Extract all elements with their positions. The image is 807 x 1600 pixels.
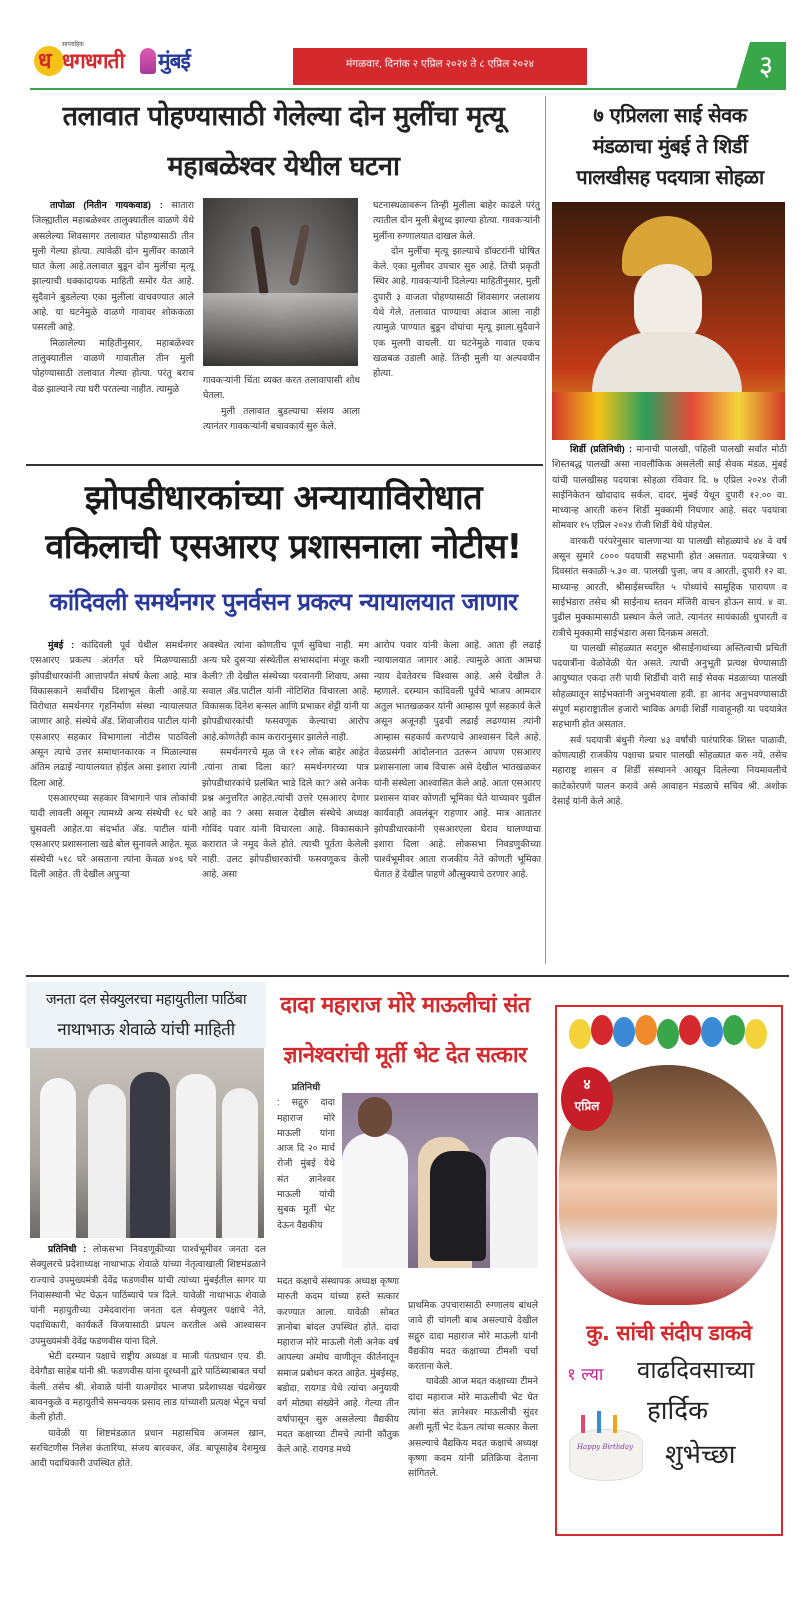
delegation-photo <box>30 1048 264 1238</box>
drowning-photo <box>203 198 358 366</box>
hand-right <box>289 224 311 287</box>
story5-headline-2: ज्ञानेश्वरांची मूर्ती भेट देत सत्कार <box>283 1043 527 1068</box>
story4-p2: भेटी दरम्यान पक्षाचे राष्ट्रीय अध्यक्ष व माजी पंतप्रधान एच. डी. देवेगौडा साहेब यांनी श्री. फडणवीस यांना दूरध्वनी द्वारे पाठिंब्याबाबत चर्चा केली. तसेच श्री. शेवाळे यांनी याअगोदर भाजपा प्रदेशाध्यक्ष चंद्रशेखर बावनकुळे व महायुतीचे समन्वयक प्रसाद लाड यांच्याशी प्रत्यक्ष भेटून चर्चा केली होती. <box>30 1351 266 1423</box>
story3-headline-2: वकिलाची एसआरए प्रशासनाला नोटीस! <box>45 527 522 567</box>
story5-col2 <box>408 1298 538 1482</box>
story1-col1 <box>32 198 194 397</box>
child-name: कु. सांची संदीप डाकवे <box>586 1321 752 1345</box>
story3-byline: मुंबई : <box>48 640 75 650</box>
story1-headline-2: महाबळेश्वर येथील घटना <box>167 151 400 182</box>
story1-col2-p1: गावकऱ्यांनी चिंता व्यक्त करत तलावापासी शोध घेतला. <box>203 375 360 401</box>
story2-headline-1: ७ एप्रिलला साई सेवक <box>593 103 747 127</box>
story3-col3 <box>374 638 541 883</box>
story4-p3: यावेळी या शिष्टमंडळात प्रधान महासचिव अजमल खान, सरचिटणीस निलेश कंतारिया, संजय बारवकर, ॲड. बापूसाहेब देशमुख आदी पदाधिकारी उपस्थित होते. <box>30 1427 266 1469</box>
column-divider <box>545 96 546 964</box>
sai-baba-photo <box>552 202 785 440</box>
story4-byline: प्रतिनिधी : <box>48 1244 87 1254</box>
wish-line-1: वाढदिवसाच्या <box>637 1356 755 1384</box>
garland <box>552 392 785 440</box>
hand-left <box>250 226 269 297</box>
story1-headline-1: तलावात पोहण्यासाठी गेलेल्या दोन मुलींचा मृत्यू <box>62 101 505 132</box>
balloons-decoration <box>557 1007 781 1062</box>
story2-p1: मानाची पालखी, पहिली पालखी सर्वात मोठी शिस्तबद्ध पालखी असा नावलौकिक असलेली साई सेवक मंडळ, मुंबई यांची पालखीसह पदयात्रा सोहळा रविवार दि. ७ एप्रिल २०२४ रोजी साईनिकेतन खोदादाद सर्कल, दादर, मुंबई येथून दुपारी १२.०० वा. माध्यान्ह आरती करुन शिर्डी मुक्कामी निघणार आहे. सदर पदयात्रा सोमवार १५ एप्रिल २०२४ रोजी शिर्डी येथे पोहचेल. <box>552 444 787 531</box>
story3-col2 <box>202 638 369 883</box>
story1-col2-p2: मुली तलावात बुडल्याचा संशय आला त्यानंतर गावकऱ्यांनी बचावकार्य सुरु केले. <box>203 405 360 431</box>
story1-col3-p2: दोन मुलींचा मृत्यू झाल्याचे डॉक्टरांनी घोषित केले. एका मुलीवर उपचार सुरु आहे. तिची प्रकृती स्थिर आहे. गावकऱ्यांनी दिलेल्या माहितीनुसार, मुली दुपारी ३ वाजता पोहण्यासाठी शिवसागर जलाशय येथे गेले. तलावात पाण्याचा अंदाज आला नाही त्यामुळे पाण्यात बुडून दोघांचा मृत्यू झाला.सुदैवाने एक मुलगी वाचली. या घटनेमुळे गावात एकच खळबळ उडाली आहे. तिन्ही मुली या अल्पवयीन होत्या. <box>373 245 540 379</box>
story3-col1-p2: एसआरएच्या सहकार विभागाने पात्र लोकांची यादी लावली असून त्यामध्ये अन्य संस्थेची १८ घरे घुसवली आहेत.या संदर्भात ॲड. पाटील यांनी एसआरए प्रशासनाला खडे बोल सुनावले आहेत. मूळ संस्थेची ५१८ घरे असताना त्यांना केवळ ४०६ घरे दिली आहेत. ती देखील अपुऱ्या <box>30 792 197 880</box>
logo-part1: धगधगती <box>62 49 124 73</box>
story2-p2: वारकरी परंपरेनुसार चालणाऱ्या या पालखी सोहळ्याचे ४४ वे वर्ष असून सुमारे ८००० पदयात्री सहभागी होत असतात. पदयात्रेच्या ९ दिवसांत सकाळी ५.३० वा. पालखी पुजा, जप व आरती, दुपारी १२ वा. माध्यान्ह आरती, श्रीसाईसच्चरित ५ पोथ्यांचे सामूहिक पारायण व साईभंडारा तसेच श्री साईनाथ स्तवन मंजिरी वाचन होऊन सायं. ४ वा. पुढील मुक्कामासाठी प्रस्थान केले जाते. त्यानंतर सायंकाळी धुपारती व रात्रीचे मुक्कामी साईभंडारा असा दिनक्रम असतो. <box>552 535 787 638</box>
story3-col1 <box>30 638 197 883</box>
date-line: मंगळवार, दिनांक २ एप्रिल २०२४ ते ८ एप्रिल २०२४ <box>345 58 534 70</box>
story5-col2-p1: प्राथमिक उपचारासाठी रुग्णालय बांधले जावे ही चांगली बाब असल्याचे देखील सद्गुरु दादा महाराज मोरे माऊली यांनी वैद्यकीय मदत कक्षाच्या टीमशी चर्चा करताना केले. <box>408 1300 538 1372</box>
story2-p3: या पालखी सोहळ्यात सदगुरु श्रीसाईनाथांच्या अस्तित्वाची प्रचिती पदयात्रींना वेळोवेळी येत असते. त्याची अनुभूती प्रत्यक्ष घेण्यासाठी आयुष्यात एकदा तरी पायी शिर्डीची वारी साई सेवक मंडळाच्या पालखी सोहळ्यातून साईभक्तांनी अनुभवयाला हवी. हा आनंद अनुभवण्यासाठी संपूर्ण महाराष्ट्रातील हजारो भाविक अगदी शिर्डी गावाहूनही या पदयात्रेत सहभागी होत असतात. <box>552 642 787 730</box>
wish-line-3: शुभेच्छा <box>665 1440 736 1470</box>
story2-p4: सर्व पदयात्री बंधुनी गेल्या ४३ वर्षांची पारंपारिक शिस्त पाळावी, कोणत्याही राजकीय पक्षाचा प्रचार पालखी सोहळ्यात करु नये, तसेच महाराष्ट्र शासन व शिर्डी संस्थानने आखून दिलेल्या नियमावलीचे काटेकोरपणे पालन करावे असे आवाहन मंडळाचे सचिव श्री. अशोक देसाई यांनी केले आहे. <box>552 734 787 806</box>
story5-col1-text: मदत कक्षाचे संस्थापक अध्यक्ष कृष्णा मारुती कदम यांच्या हस्ते सत्कार करण्यात आला. यावेळी सोबत ज्ञानोबा बांदल उपस्थित होते. दादा महाराज मोरे माऊली गेली अनेक वर्ष आपल्या अमोघ वाणीतून कीर्तनातून समाज प्रबोधन करत आहेत. मुंबईसह, बडोदा, रायगड येथे त्यांचा अनुयायी वर्ग मोठ्या संख्येने आहे. गेल्या तीन वर्षापासून सुरु असलेल्या वैद्यकीय मदत कक्षाच्या टीमचे त्यांनी कौतुक केले आहे. रायगड मध्ये <box>277 1276 399 1455</box>
logo-part2: मुंबई <box>158 49 190 73</box>
story3-col1-p1: कांदिवली पूर्व येथील समर्थनगर एसआरए प्रकल्प अंतर्गत घरे मिळण्यासाठी झोपडीधारकांनी आत्तापर्यंत संघर्ष केला आहे. मात्र विकासकाने सर्वांचीच दिशाभूल केली आहे.या विरोधात समर्थनगर गृहनिर्माण संस्था न्यायालयात जाणार आहे. संस्थेचे ॲड. शिवाजीराव पाटील यांनी एसआरए सहकार विभागाला नोटीस पाठविली असून त्याचे उत्तर समाधानकारक न मिळाल्यास अंतिम लढाई न्यायालयात होईल असा इशारा त्यांनी दिला आहे. <box>30 640 197 788</box>
story3-col2-p1: अवस्थेत त्यांना कोणतीच पूर्ण सुविधा नाही. मग अन्य घरे दुसऱ्या संस्थेतील सभासदांना मंजूर कशी केली? ती देखील संस्थेच्या परवानगी शिवाय, असा सवाल ॲड.पाटील यांनी नोटिशित विचारला आहे. विकासक दिनेश बन्सल आणि प्रभाकर शेट्टी यांनी या झोपडीधारकांची फसवणूक केल्याचा आरोप आहे.कोणतेही काम करारानुसार झालेले नाही. <box>202 640 369 742</box>
masthead <box>0 0 807 92</box>
story4-headline-1: जनता दल सेक्युलरचा महायुतीला पाठिंबा <box>45 992 247 1008</box>
birthday-ad <box>555 1005 783 1536</box>
cake-text: Happy Birthday <box>576 1443 634 1451</box>
story5-narrow-text: : सद्गुरु दादा महाराज मोरे माऊली यांना आज दि २० मार्च रोजी मुंबई येथे संत ज्ञानेश्वर माऊली यांची सुबक मूर्ती भेट देऊन वैद्यकीय <box>277 1097 335 1230</box>
story2-body <box>552 442 787 809</box>
date-day: ४ <box>583 1077 591 1093</box>
masthead-tag: साप्ताहिक <box>62 41 84 48</box>
story3-col3-p1: आरोप पवार यांनी केला आहे. आता ही लढाई न्यायालयात जागार आहे. त्यामुळे आता आमचा न्याय देवतेवरच विश्वास आहे. असे देखील ते म्हणाले. दरम्यान कांदिवली पूर्वचे भाजप आमदार अतुल भातखळकर यांनी आम्हास पूर्ण सहकार्य केले असून अजूनही पुढची लढाई लढण्यास त्यांनी आम्हास सहकार्य करण्याचे आश्वासन दिले आहे. वेळप्रसंगी आंदोलनात उतरून आपण एसआरए प्रशासनाला जाब विचारू असे देखील भातखळकर यांनी संस्थेला आश्वासित केले आहे. आता एसआरए प्रशासन यावर कोणती भूमिका घेते याच्यावर पुढील कार्यवाही अवलंबून राहणार आहे. मात्र आतातर झोपडीधारकांनी एसआरएला घेराव घालण्याचा इशारा दिला आहे. लोकसभा निवडणुकीच्या पार्श्वभूमीवर आता राजकीय नेते कोणती भूमिका घेतात हे देखील पाहणे औत्सुक्याचे ठरणार आहे. <box>374 640 541 880</box>
logo-flame-icon <box>140 48 156 74</box>
story5-headline-1: दादा महाराज मोरे माऊलीचां संत <box>280 993 530 1018</box>
birthday-ordinal: १ ल्या <box>567 1365 604 1385</box>
page-number: ३ <box>758 49 774 82</box>
story1-col2 <box>203 373 360 434</box>
story3-subhead: कांदिवली समर्थनगर पुनर्वसन प्रकल्प न्यायालयात जाणार <box>49 588 518 616</box>
logo-dha-glyph: ध <box>38 49 52 74</box>
story3-headline-1: झोपडीधारकांच्या अन्यायाविरोधात <box>84 478 483 518</box>
idol-presentation-photo <box>342 1093 538 1268</box>
cake-icon <box>569 1409 641 1479</box>
masthead-rule <box>30 88 786 90</box>
story2-headline-3: पालखीसह पदयात्रा सोहळा <box>576 165 764 189</box>
date-month: एप्रिल <box>574 1099 600 1113</box>
story4-headline-2: नाथाभाऊ शेवाळे यांची माहिती <box>57 1020 235 1040</box>
story4-p1: लोकसभा निवडणूकीच्या पार्श्वभूमीवर जनता दल सेक्युलरचे प्रदेशाध्यक्ष नाथाभाऊ शेवाळे यांच्या नेतृत्वाखाली शिष्टमंडळाने राज्याचे उपमुख्यमंत्री देवेंद्र फडणवीस यांची त्यांच्या मुंबईतील सागर या निवासस्थानी भेट घेऊन पाठिंब्याचे पत्र दिले. यावेळी नाथाभाऊ शेवाळे यांनी महायुतीच्या उमेदवारांना जनता दल सेक्युलर पक्षाचे नेते, पदाधिकारी, कार्यकर्ते विजयासाठी प्रयत्न करतील असे आश्वासन उपमुख्यमंत्री देवेंद्र फडणवीस यांना दिले. <box>30 1244 266 1346</box>
wish-line-2: हार्दिक <box>647 1396 709 1426</box>
story4-body <box>30 1242 266 1471</box>
story1-col1-p1: सातारा जिल्ह्यातील महाबळेश्वर तालुक्यातील वाळणे येथे असलेल्या शिवसागर तलावात पोहण्यासाठी तीन मुली गेल्या होत्या. त्यावेळी दोन मुलींवर काळाने घात केला आहे.तलावात बुडून दोन मुलींचा मृत्यू झाल्याची धक्कादायक माहिती समोर येत आहे. सुदैवाने बुडलेल्या एका मुलीला वाचवण्यात आले आहे. या घटनेमुळे वाळणे गावावर शोककळा पसरली आहे. <box>32 200 194 333</box>
story2-byline: शिर्डी (प्रतिनिधी) : <box>570 444 633 454</box>
story5-col2-p2: यावेळी आज मदत कक्षाच्या टीमने दादा महाराज मोरे माऊलीची भेट घेत त्यांना संत ज्ञानेश्वर माऊलीची सुंदर अशी मूर्ती भेट देऊन त्यांचा सत्कार केला असल्याचे वैद्यकिय मदत कक्षाचे अध्यक्ष कृष्णा कदम यांनी प्रतिक्रिया देताना सांगितले. <box>408 1376 538 1479</box>
story1-col3-p1: घटनास्थळावरून तिन्ही मुलीला बाहेर काढले परंतु त्यातील दोन मुली बेशुध्द झाल्या होत्या. गावकऱ्यांनी मुलींना रुग्णालयात दाखल केले. <box>373 200 540 241</box>
story1-col3 <box>373 198 540 382</box>
story5-byline: प्रतिनिधी <box>291 1082 321 1092</box>
story1-bottom-rule <box>26 464 543 466</box>
story1-col1-p2: मिळालेल्या माहितीनुसार, महाबळेश्वर तालुक्यातील वाळणे गावातील तीन मुली पोहण्यासाठी तलावात गेल्या होत्या. परंतु बराच वेळ झाल्याने त्या घरी परतल्या नाहीत. त्यामुळे <box>32 337 194 394</box>
story5-narrow <box>277 1080 335 1233</box>
story3-bottom-rule <box>26 975 789 977</box>
story3-col2-p2: समर्थनगरचे मूळ जे ११२ लोक बाहेर आहेत .त्यांना ताबा दिला का? समर्थनगरच्या पात्र झोपडीधारकांचे प्रलंबित भाडे दिले का? असे अनेक प्रश्न अनुत्तरित आहेत.त्यांची उत्तरे एसआरए देणार आहे का ? असा सवाल देखील संस्थेचे अध्यक्ष गोविंद पवार यांनी विचारला आहे. विकासकाने करारात जे नमूद केले होते. त्याची पूर्तता केलेली नाही. उलट झोपडीधारकांची फसवणूकच केली आहे. असा <box>202 747 369 880</box>
story2-headline-2: मंडळाचा मुंबई ते शिर्डी <box>592 134 748 158</box>
story5-col1 <box>277 1274 399 1458</box>
story1-byline: तापोळा (नितीन गायकवाड) : <box>50 200 163 210</box>
